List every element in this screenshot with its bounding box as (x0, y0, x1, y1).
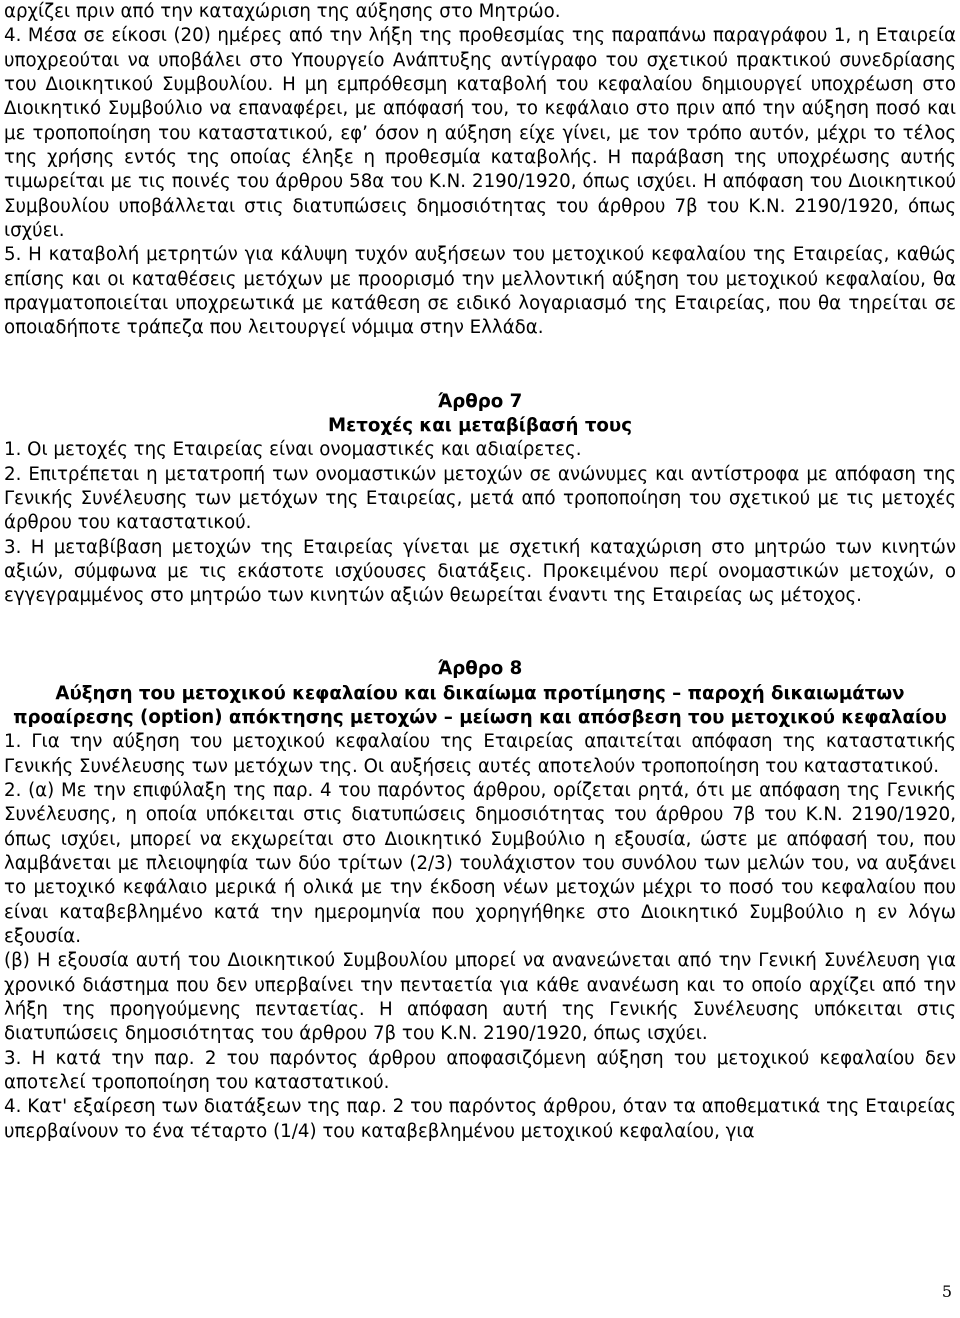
section-gap (4, 609, 956, 658)
article-8-title: Αύξηση του μετοχικού κεφαλαίου και δικαίωμα προτίμησης – παροχή δικαιωμάτων προαίρεσης (option) απόκτησης μετοχών – μείωση και απόσβεση του μετοχικού κεφαλαίου (13, 682, 947, 728)
document-page (4, 0, 956, 1144)
article-8-paragraph-2a: 2. (α) Με την επιφύλαξη της παρ. 4 του παρόντος άρθρου, ορίζεται ρητά, ότι με απόφαση της Γενικής Συνέλευσης, η οποία υπόκειται στις διατυπώσεις δημοσιότητας του άρθρου 7β του Κ.Ν. 2190/1920, όπως ισχύει, μπορεί να εκχωρείται στο Διοικητικό Συμβούλιο η εξουσία, ώστε με απόφασή του, που λαμβάνεται με πλειοψηφία των δύο τρίτων (2/3) τουλάχιστον του συνόλου των μελών του, να αυξάνει το μετοχικό κεφάλαιο μερικά ή ολικά με την έκδοση νέων μετοχών μέχρι το ποσό του κεφαλαίου που είναι καταβεβλημένο κατά την ημερομηνία που χορηγήθηκε στο Διοικητικό Συμβούλιο η εν λόγω εξουσία. (4, 780, 956, 948)
article-8-number: Άρθρο 8 (437, 658, 523, 680)
article-8-paragraph-1: 1. Για την αύξηση του μετοχικού κεφαλαίου της Εταιρείας απαιτείται απόφαση της καταστατικής Γενικής Συνέλευσης των μετόχων της. Οι αυξήσεις αυτές αποτελούν τροποποίηση του καταστατικού. (4, 731, 956, 777)
article-7-paragraph-2: 2. Επιτρέπεται η μετατροπή των ονομαστικών μετοχών σε ανώνυμες και αντίστροφα με απόφαση της Γενικής Συνέλευσης των μετόχων της Εταιρείας, μετά από τροποποίηση του σχετικού με τις μετοχές άρθρου του καταστατικού. (4, 463, 956, 534)
paragraph-5: 5. Η καταβολή μετρητών για κάλυψη τυχόν αυξήσεων του μετοχικού κεφαλαίου της Εταιρείας, καθώς επίσης και οι καταθέσεις μετόχων με προορισμό την μελλοντική αύξηση του μετοχικού κεφαλαίου, θα πραγματοποιείται υποχρεωτικά με κατάθεση σε ειδικό λογαριασμό της Εταιρείας, που θα τηρείται σε οποιαδήποτε τράπεζα που λειτουργεί νόμιμα στην Ελλάδα. (4, 244, 956, 339)
article-7-title: Μετοχές και μεταβίβασή τους (328, 414, 632, 436)
article-7-number: Άρθρο 7 (437, 390, 523, 412)
page-number: 5 (941, 1282, 952, 1301)
article-8-paragraph-3: 3. Η κατά την παρ. 2 του παρόντος άρθρου αποφασιζόμενη αύξηση του μετοχικού κεφαλαίου δεν αποτελεί τροποποίηση του καταστατικού. (4, 1047, 956, 1094)
article-8-paragraph-2b: (β) Η εξουσία αυτή του Διοικητικού Συμβουλίου μπορεί να ανανεώνεται από την Γενική Συνέλευση για χρονικό διάστημα που δεν υπερβαίνει την πενταετία για κάθε ανανέωση και το οποίο αρχίζει από την λήξη της προηγούμενης πενταετίας. Η απόφαση αυτή της Γενικής Συνέλευσης υπόκειται στις διατυπώσεις δημοσιότητας του άρθρου 7β του Κ.Ν. 2190/1920, όπως ισχύει. (4, 950, 956, 1045)
paragraph-4: 4. Μέσα σε είκοσι (20) ημέρες από την λήξη της προθεσμίας της παραπάνω παραγράφου 1, η Εταιρεία υποχρεούται να υποβάλει στο Υπουργείο Ανάπτυξης αντίγραφο του σχετικού πρακτικού συνεδρίασης του Διοικητικού Συμβουλίου. Η μη εμπρόθεσμη καταβολή του κεφαλαίου δημιουργεί υποχρέωση στο Διοικητικό Συμβούλιο να επαναφέρει, με απόφασή του, το κεφάλαιο στο πριν από την αύξηση ποσό και με τροποποίηση του καταστατικού, εφ’ όσον η αύξηση είχε γίνει, με τον τρόπο αυτόν, μέχρι το τέλος της χρήσης εντός της οποίας έληξε η προθεσμία καταβολής. Η παράβαση της υποχρέωσης αυτής τιμωρείται με τις ποινές του άρθρου 58α του Κ.Ν. 2190/1920, όπως ισχύει. Η απόφαση του Διοικητικού Συμβουλίου υποβάλλεται στις διατυπώσεις δημοσιότητας του άρθρου 7β του Κ.Ν. 2190/1920, όπως ισχύει. (4, 25, 956, 242)
article-8-paragraph-4: 4. Κατ' εξαίρεση των διατάξεων της παρ. 2 του παρόντος άρθρου, όταν τα αποθεματικά της Εταιρείας υπερβαίνουν το ένα τέταρτο (1/4) του καταβεβλημένου μετοχικού κεφαλαίου, για (4, 1096, 956, 1142)
article-7-paragraph-1: 1. Οι μετοχές της Εταιρείας είναι ονομαστικές και αδιαίρετες. (4, 439, 582, 461)
paragraph-continuation: αρχίζει πριν από την καταχώριση της αύξησης στο Μητρώο. (4, 1, 561, 22)
section-gap (4, 341, 956, 390)
article-7-paragraph-3: 3. Η μεταβίβαση μετοχών της Εταιρείας γίνεται με σχετική καταχώριση στο μητρώο των κινητών αξιών, σύμφωνα με τις εκάστοτε ισχύουσες διατάξεις. Προκειμένου περί ονομαστικών μετοχών, ο εγγεγραμμένος στο μητρώο των κινητών αξιών θεωρείται έναντι της Εταιρείας ως μέτοχος. (4, 536, 956, 607)
